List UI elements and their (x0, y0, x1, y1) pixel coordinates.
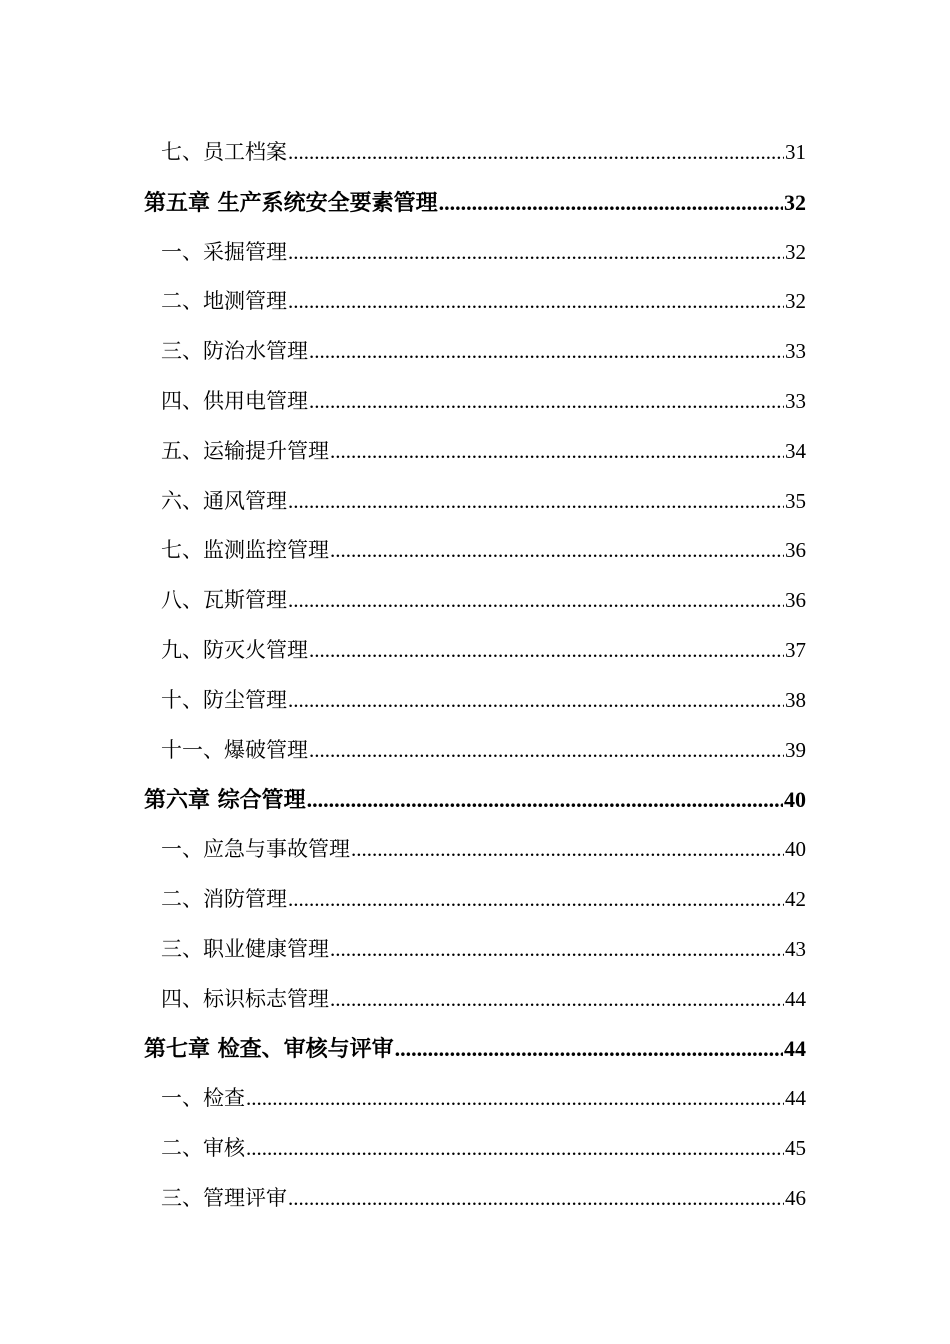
toc-page-number: 44 (784, 1036, 806, 1062)
toc-entry-title: 二、消防管理 (161, 886, 287, 911)
toc-leader-dots (330, 937, 784, 962)
toc-leader-dots (288, 588, 784, 613)
toc-leader-dots (288, 688, 784, 713)
toc-entry[interactable] (0, 473, 950, 523)
toc-page-number: 34 (785, 438, 806, 463)
toc-leader-dots (246, 1086, 784, 1111)
toc-leader-dots (309, 339, 784, 364)
toc-leader-dots (288, 489, 784, 514)
toc-leader-dots (309, 638, 784, 663)
toc-entry[interactable] (0, 971, 950, 1021)
toc-entry[interactable] (0, 1120, 950, 1170)
toc-entry[interactable] (0, 224, 950, 274)
toc-entry-title: 五、运输提升管理 (161, 438, 329, 463)
toc-entry-title: 三、管理评审 (161, 1185, 287, 1210)
toc-entry[interactable] (0, 1070, 950, 1120)
toc-leader-dots (288, 289, 784, 314)
toc-page-number: 32 (784, 189, 806, 215)
toc-entry-title: 三、职业健康管理 (161, 936, 329, 961)
toc-entry[interactable] (0, 622, 950, 672)
toc-page-number: 45 (785, 1135, 806, 1160)
toc-page-number: 33 (785, 388, 806, 413)
toc-leader-dots (439, 190, 783, 216)
toc-page-number: 32 (785, 239, 806, 264)
toc-leader-dots (309, 738, 784, 763)
toc-page-number: 46 (785, 1185, 806, 1210)
toc-chapter-entry[interactable] (0, 1020, 950, 1070)
toc-leader-dots (309, 389, 784, 414)
toc-entry-title: 四、标识标志管理 (161, 986, 329, 1011)
toc-entry-title: 一、检查 (161, 1086, 245, 1111)
toc-chapter-title: 第七章 检查、审核与评审 (144, 1036, 394, 1063)
toc-entry-title: 三、防治水管理 (161, 339, 308, 364)
toc-page-number: 40 (785, 837, 806, 862)
toc-entry-title: 一、采掘管理 (161, 239, 287, 264)
toc-leader-dots (246, 1136, 784, 1161)
toc-leader-dots (288, 887, 784, 912)
toc-entry-title: 十、防尘管理 (161, 687, 287, 712)
toc-page-number: 37 (785, 637, 806, 662)
toc-entry[interactable] (0, 672, 950, 722)
toc-leader-dots (288, 240, 784, 265)
toc-entry-title: 四、供用电管理 (161, 388, 308, 413)
toc-entry-title: 六、通风管理 (161, 488, 287, 513)
toc-entry-title: 二、审核 (161, 1135, 245, 1160)
toc-entry-title: 七、员工档案 (161, 140, 287, 164)
toc-leader-dots (307, 787, 783, 813)
toc-page-number: 33 (785, 339, 806, 364)
toc-entry[interactable] (0, 821, 950, 871)
toc-entry-title: 九、防灭火管理 (161, 637, 308, 662)
toc-leader-dots (351, 837, 784, 862)
toc-page-number: 43 (785, 936, 806, 961)
toc-entry[interactable] (0, 423, 950, 473)
toc-page-number: 38 (785, 687, 806, 712)
toc-chapter-entry[interactable] (0, 771, 950, 821)
toc-chapter-title: 第五章 生产系统安全要素管理 (144, 189, 438, 216)
toc-page-number: 40 (784, 787, 806, 813)
toc-leader-dots (288, 140, 784, 165)
toc-page-number: 44 (785, 986, 806, 1011)
toc-leader-dots (330, 439, 784, 464)
toc-page-number: 35 (785, 488, 806, 513)
toc-leader-dots (330, 987, 784, 1012)
toc-entry[interactable] (0, 273, 950, 323)
toc-entry[interactable] (0, 1170, 950, 1220)
toc-entry[interactable] (0, 871, 950, 921)
toc-entry[interactable] (0, 722, 950, 772)
toc-entry-title: 七、监测监控管理 (161, 538, 329, 563)
toc-entry[interactable] (0, 522, 950, 572)
toc-page-number: 36 (785, 538, 806, 563)
toc-entry-title: 一、应急与事故管理 (161, 837, 350, 862)
toc-entry[interactable] (0, 373, 950, 423)
toc-entry[interactable] (0, 572, 950, 622)
toc-leader-dots (288, 1186, 784, 1211)
toc-page-number: 36 (785, 588, 806, 613)
toc-leader-dots (330, 538, 784, 563)
toc-page-number: 39 (785, 737, 806, 762)
toc-page-number: 44 (785, 1086, 806, 1111)
toc-entry-title: 八、瓦斯管理 (161, 588, 287, 613)
toc-leader-dots (395, 1036, 783, 1062)
toc-chapter-entry[interactable] (0, 174, 950, 224)
toc-page-number: 42 (785, 886, 806, 911)
toc-entry[interactable] (0, 921, 950, 971)
toc-page-number: 31 (785, 140, 806, 164)
toc-entry[interactable] (0, 323, 950, 373)
toc-entry-title: 十一、爆破管理 (161, 737, 308, 762)
toc-chapter-title: 第六章 综合管理 (144, 787, 306, 814)
table-of-contents (0, 124, 950, 1220)
toc-page-number: 32 (785, 289, 806, 314)
toc-entry[interactable] (0, 124, 950, 174)
toc-entry-title: 二、地测管理 (161, 289, 287, 314)
